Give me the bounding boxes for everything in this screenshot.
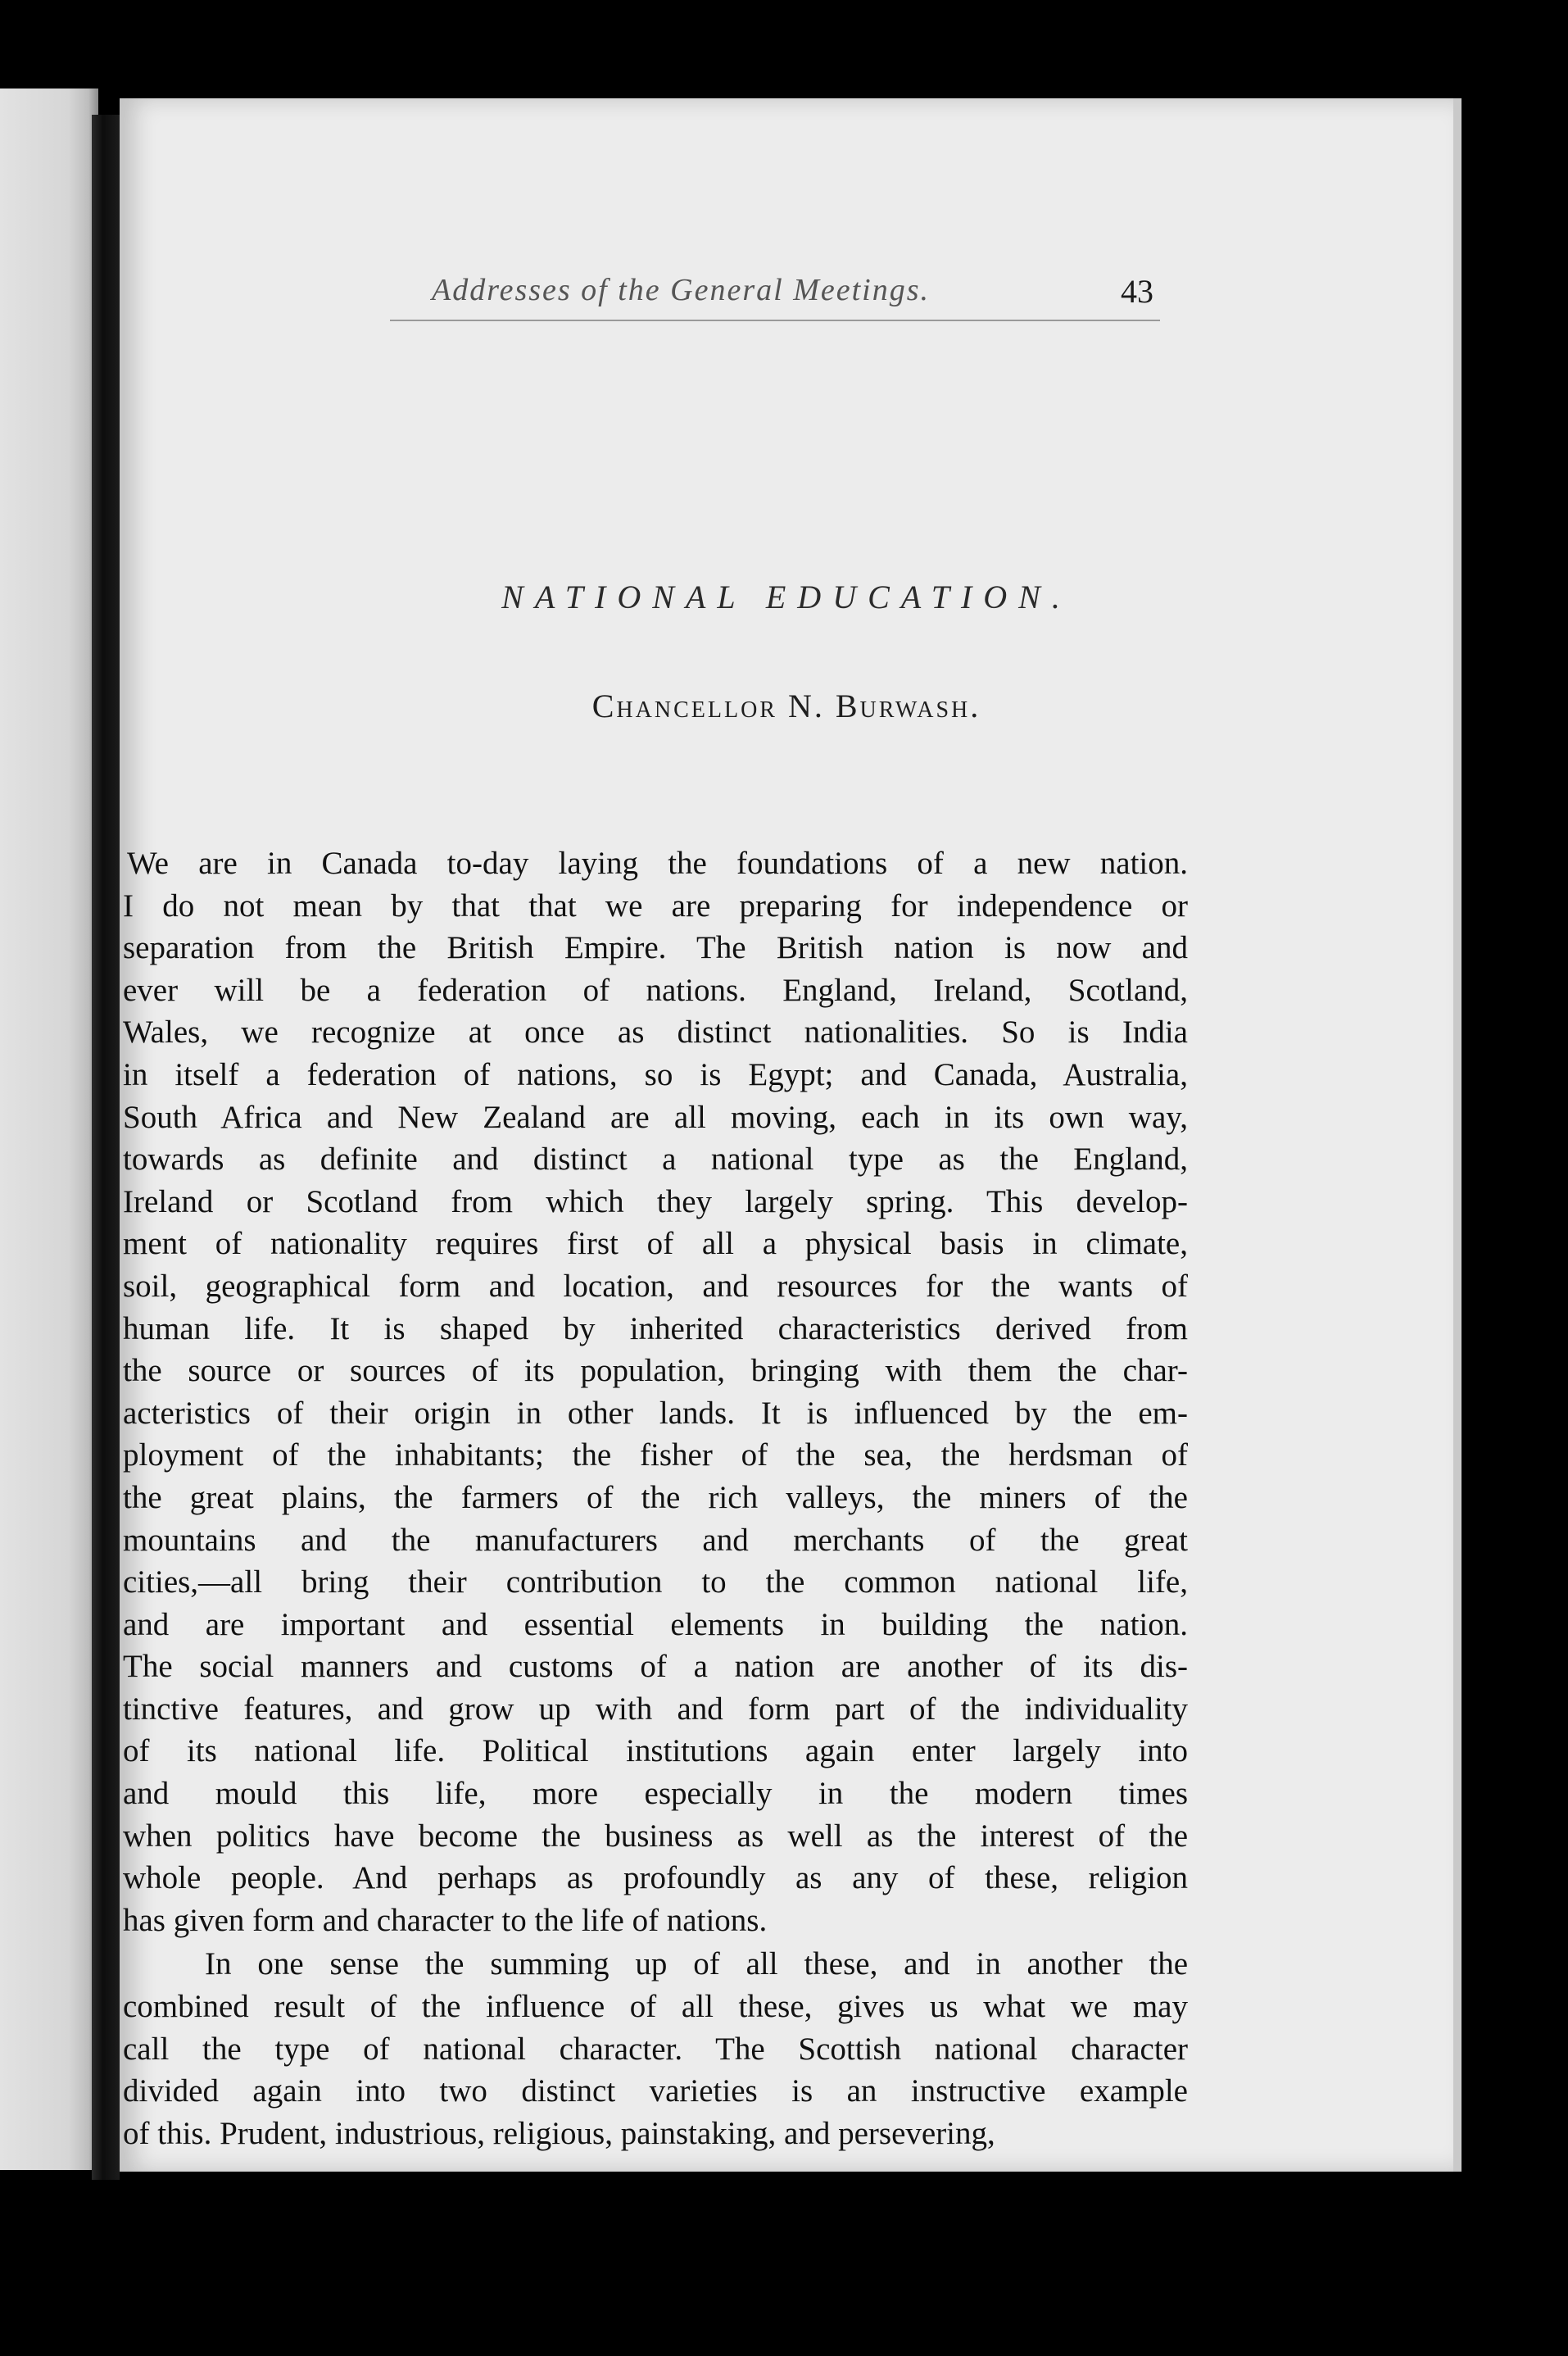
text-line: when politics have become the business as well as the interest of the — [123, 1818, 1188, 1854]
page-right-edge — [1453, 98, 1462, 2172]
text-line: whole people. And perhaps as profoundly as any of these, religion — [123, 1860, 1188, 1896]
book-binding-shadow — [92, 115, 120, 2180]
article-title: NATIONAL EDUCATION. — [501, 579, 1072, 615]
text-line: Wales, we recognize at once as distinct nationalities. So is India — [123, 1015, 1188, 1051]
running-head — [120, 272, 1453, 321]
text-line: human life. It is shaped by inherited characteristics derived from — [123, 1310, 1188, 1346]
facing-page-edge — [0, 89, 98, 2170]
running-head-title: Addresses of the General Meetings. — [432, 273, 930, 307]
text-line: cities,—all bring their contribution to the common national life, — [123, 1564, 1188, 1600]
text-line: towards as definite and distinct a national type as the England, — [123, 1142, 1188, 1178]
text-line: acteristics of their origin in other lands. It is influenced by the em- — [123, 1395, 1188, 1431]
text-line: soil, geographical form and location, and resources for the wants of — [123, 1268, 1188, 1304]
text-line: I do not mean by that that we are preparing for independence or — [123, 887, 1188, 924]
text-line: ever will be a federation of nations. England, Ireland, Scotland, — [123, 972, 1188, 1008]
article-body — [123, 842, 1188, 2154]
article-author: Chancellor N. Burwash. — [591, 688, 981, 724]
text-line: ployment of the inhabitants; the fisher of the sea, the herdsman of — [123, 1437, 1188, 1473]
text-line: in itself a federation of nations, so is Egypt; and Canada, Australia, — [123, 1056, 1188, 1092]
text-line: We are in Canada to-day laying the foundations of a new nation. — [127, 846, 1188, 881]
text-line: divided again into two distinct varieties is an instructive example — [123, 2073, 1188, 2109]
paragraph — [123, 1943, 1188, 2154]
text-line: tinctive features, and grow up with and form part of the individuality — [123, 1691, 1188, 1727]
text-line: The social manners and customs of a nation are another of its dis- — [123, 1649, 1188, 1685]
text-line: ment of nationality requires first of all a physical basis in climate, — [123, 1226, 1188, 1262]
text-line: the source or sources of its population, bringing with them the char- — [123, 1353, 1188, 1389]
paragraph — [123, 842, 1188, 1941]
page-number: 43 — [1121, 273, 1153, 310]
text-line: call the type of national character. The Scottish national character — [123, 2031, 1188, 2067]
text-line: the great plains, the farmers of the rich valleys, the miners of the — [123, 1479, 1188, 1515]
text-line: of this. Prudent, industrious, religious, painstaking, and persevering, — [123, 2115, 995, 2151]
book-page — [120, 98, 1453, 2172]
text-line: In one sense the summing up of all these, and in another the — [205, 1946, 1188, 1982]
text-line: and mould this life, more especially in the modern times — [123, 1776, 1188, 1812]
text-line: Ireland or Scotland from which they largely spring. This develop- — [123, 1183, 1188, 1219]
header-rule — [390, 320, 1160, 321]
text-line: separation from the British Empire. The British nation is now and — [123, 930, 1188, 966]
text-line: mountains and the manufacturers and merchants of the great — [123, 1522, 1188, 1558]
text-line: combined result of the influence of all these, gives us what we may — [123, 1989, 1188, 2025]
text-line: has given form and character to the life of nations. — [123, 1902, 768, 1938]
text-line: South Africa and New Zealand are all moving, each in its own way, — [123, 1099, 1188, 1135]
text-line: of its national life. Political institutions again enter largely into — [123, 1733, 1188, 1769]
text-line: and are important and essential elements in building the nation. — [123, 1606, 1188, 1642]
